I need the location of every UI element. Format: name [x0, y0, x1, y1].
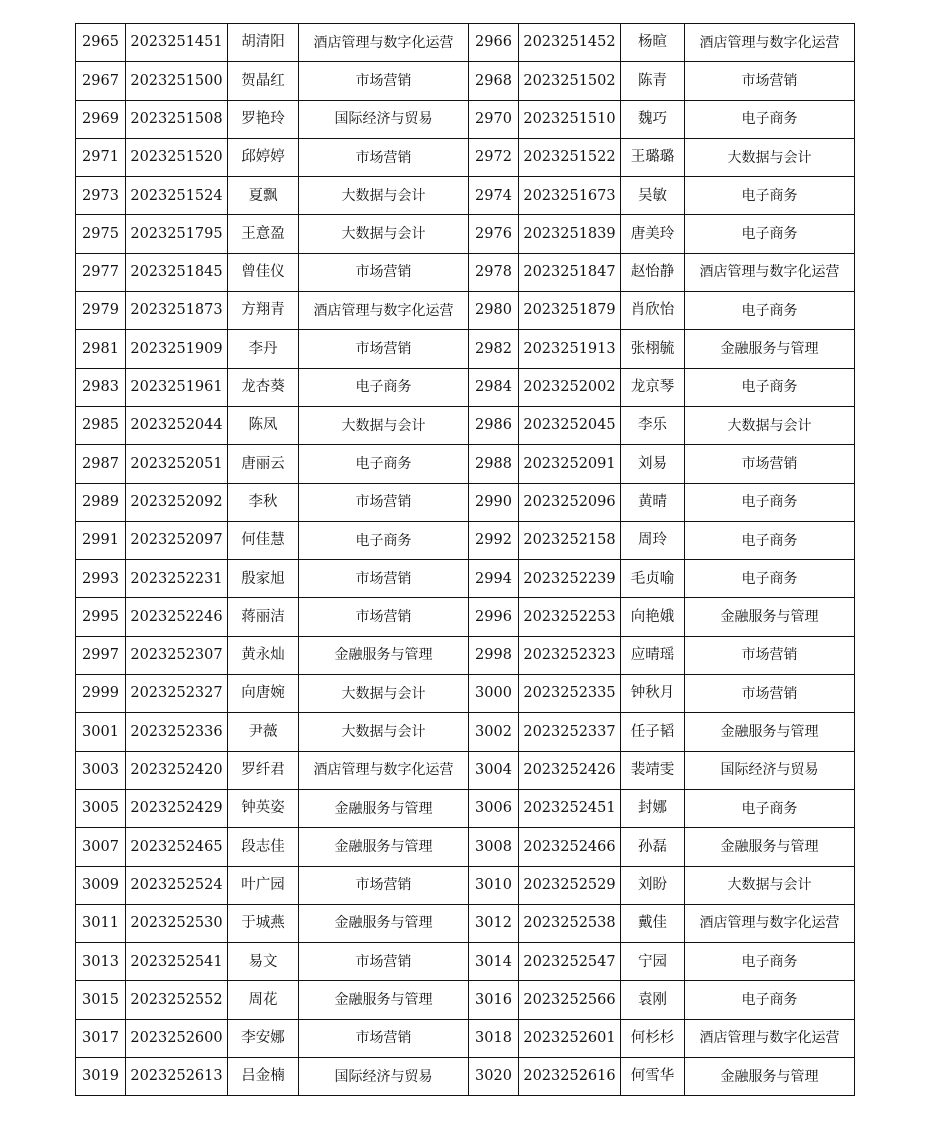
- table-row: [76, 751, 855, 789]
- table-row: [76, 981, 855, 1019]
- major-cell: 大数据与会计: [685, 138, 855, 176]
- seq-number-cell: 3002: [469, 713, 519, 751]
- seq-number-cell: 3020: [469, 1058, 519, 1096]
- major-cell: 电子商务: [685, 483, 855, 521]
- seq-number-cell: 2965: [76, 24, 126, 62]
- student-id-cell: 2023252092: [126, 483, 228, 521]
- student-id-cell: 2023252552: [126, 981, 228, 1019]
- table-row: [76, 406, 855, 444]
- major-cell: 金融服务与管理: [685, 713, 855, 751]
- student-name-cell: 孙磊: [621, 828, 685, 866]
- student-name-cell: 何佳慧: [228, 521, 299, 559]
- seq-number-cell: 2970: [469, 100, 519, 138]
- seq-number-cell: 2990: [469, 483, 519, 521]
- student-id-cell: 2023252231: [126, 560, 228, 598]
- student-id-cell: 2023252466: [519, 828, 621, 866]
- student-name-cell: 钟英姿: [228, 789, 299, 827]
- seq-number-cell: 3011: [76, 904, 126, 942]
- student-id-cell: 2023252541: [126, 943, 228, 981]
- student-id-cell: 2023252451: [519, 789, 621, 827]
- student-name-cell: 戴佳: [621, 904, 685, 942]
- seq-number-cell: 2976: [469, 215, 519, 253]
- major-cell: 市场营销: [299, 253, 469, 291]
- student-id-cell: 2023251508: [126, 100, 228, 138]
- student-name-cell: 罗纤君: [228, 751, 299, 789]
- seq-number-cell: 3018: [469, 1019, 519, 1057]
- student-id-cell: 2023251839: [519, 215, 621, 253]
- student-name-cell: 向唐婉: [228, 675, 299, 713]
- table-row: [76, 138, 855, 176]
- major-cell: 酒店管理与数字化运营: [685, 253, 855, 291]
- seq-number-cell: 2985: [76, 406, 126, 444]
- seq-number-cell: 2989: [76, 483, 126, 521]
- major-cell: 电子商务: [299, 445, 469, 483]
- student-id-cell: 2023251913: [519, 330, 621, 368]
- major-cell: 市场营销: [299, 866, 469, 904]
- student-name-cell: 李安娜: [228, 1019, 299, 1057]
- table-row: [76, 253, 855, 291]
- seq-number-cell: 3001: [76, 713, 126, 751]
- seq-number-cell: 3009: [76, 866, 126, 904]
- seq-number-cell: 3016: [469, 981, 519, 1019]
- student-name-cell: 罗艳玲: [228, 100, 299, 138]
- seq-number-cell: 2998: [469, 636, 519, 674]
- seq-number-cell: 2968: [469, 62, 519, 100]
- student-id-cell: 2023252097: [126, 521, 228, 559]
- major-cell: 市场营销: [299, 138, 469, 176]
- student-name-cell: 胡清阳: [228, 24, 299, 62]
- seq-number-cell: 2986: [469, 406, 519, 444]
- student-id-cell: 2023252336: [126, 713, 228, 751]
- table-row: [76, 445, 855, 483]
- student-id-cell: 2023252239: [519, 560, 621, 598]
- student-id-cell: 2023251500: [126, 62, 228, 100]
- student-id-cell: 2023251502: [519, 62, 621, 100]
- student-id-cell: 2023251451: [126, 24, 228, 62]
- seq-number-cell: 3013: [76, 943, 126, 981]
- student-id-cell: 2023251452: [519, 24, 621, 62]
- major-cell: 金融服务与管理: [685, 330, 855, 368]
- major-cell: 金融服务与管理: [299, 981, 469, 1019]
- seq-number-cell: 2982: [469, 330, 519, 368]
- student-id-cell: 2023251522: [519, 138, 621, 176]
- seq-number-cell: 2969: [76, 100, 126, 138]
- major-cell: 金融服务与管理: [685, 1058, 855, 1096]
- student-name-cell: 陈凤: [228, 406, 299, 444]
- table-row: [76, 560, 855, 598]
- student-id-cell: 2023251795: [126, 215, 228, 253]
- major-cell: 市场营销: [299, 943, 469, 981]
- major-cell: 酒店管理与数字化运营: [299, 24, 469, 62]
- seq-number-cell: 2981: [76, 330, 126, 368]
- student-name-cell: 肖欣怡: [621, 292, 685, 330]
- major-cell: 金融服务与管理: [685, 828, 855, 866]
- major-cell: 大数据与会计: [299, 406, 469, 444]
- seq-number-cell: 2975: [76, 215, 126, 253]
- major-cell: 市场营销: [685, 675, 855, 713]
- seq-number-cell: 2972: [469, 138, 519, 176]
- major-cell: 市场营销: [685, 445, 855, 483]
- seq-number-cell: 2966: [469, 24, 519, 62]
- student-name-cell: 刘易: [621, 445, 685, 483]
- table-row: [76, 368, 855, 406]
- student-id-cell: 2023251961: [126, 368, 228, 406]
- major-cell: 市场营销: [685, 636, 855, 674]
- table-row: [76, 713, 855, 751]
- student-name-cell: 魏巧: [621, 100, 685, 138]
- student-name-cell: 李丹: [228, 330, 299, 368]
- seq-number-cell: 2995: [76, 598, 126, 636]
- student-name-cell: 周玲: [621, 521, 685, 559]
- table-row: [76, 292, 855, 330]
- student-id-cell: 2023252323: [519, 636, 621, 674]
- student-id-cell: 2023251909: [126, 330, 228, 368]
- student-name-cell: 钟秋月: [621, 675, 685, 713]
- seq-number-cell: 2996: [469, 598, 519, 636]
- seq-number-cell: 2977: [76, 253, 126, 291]
- student-id-cell: 2023251524: [126, 177, 228, 215]
- seq-number-cell: 3010: [469, 866, 519, 904]
- major-cell: 国际经济与贸易: [299, 1058, 469, 1096]
- student-name-cell: 贺晶红: [228, 62, 299, 100]
- major-cell: 酒店管理与数字化运营: [299, 751, 469, 789]
- roster-body: [76, 24, 855, 1096]
- student-id-cell: 2023251879: [519, 292, 621, 330]
- table-row: [76, 789, 855, 827]
- seq-number-cell: 3004: [469, 751, 519, 789]
- major-cell: 市场营销: [685, 62, 855, 100]
- student-id-cell: 2023252051: [126, 445, 228, 483]
- major-cell: 金融服务与管理: [299, 636, 469, 674]
- table-row: [76, 1058, 855, 1096]
- student-name-cell: 向艳娥: [621, 598, 685, 636]
- table-row: [76, 177, 855, 215]
- student-name-cell: 李乐: [621, 406, 685, 444]
- major-cell: 市场营销: [299, 560, 469, 598]
- major-cell: 酒店管理与数字化运营: [299, 292, 469, 330]
- table-row: [76, 675, 855, 713]
- student-id-cell: 2023252158: [519, 521, 621, 559]
- student-id-cell: 2023252307: [126, 636, 228, 674]
- major-cell: 金融服务与管理: [299, 789, 469, 827]
- seq-number-cell: 3015: [76, 981, 126, 1019]
- student-name-cell: 陈青: [621, 62, 685, 100]
- major-cell: 电子商务: [299, 521, 469, 559]
- major-cell: 市场营销: [299, 483, 469, 521]
- major-cell: 市场营销: [299, 598, 469, 636]
- table-row: [76, 24, 855, 62]
- student-name-cell: 袁刚: [621, 981, 685, 1019]
- major-cell: 市场营销: [299, 1019, 469, 1057]
- major-cell: 大数据与会计: [299, 177, 469, 215]
- major-cell: 酒店管理与数字化运营: [685, 1019, 855, 1057]
- student-id-cell: 2023252601: [519, 1019, 621, 1057]
- seq-number-cell: 2994: [469, 560, 519, 598]
- student-name-cell: 张栩毓: [621, 330, 685, 368]
- seq-number-cell: 2979: [76, 292, 126, 330]
- table-row: [76, 598, 855, 636]
- student-id-cell: 2023251510: [519, 100, 621, 138]
- student-name-cell: 曾佳仪: [228, 253, 299, 291]
- seq-number-cell: 3005: [76, 789, 126, 827]
- student-name-cell: 裴靖雯: [621, 751, 685, 789]
- student-name-cell: 于城燕: [228, 904, 299, 942]
- student-name-cell: 黄晴: [621, 483, 685, 521]
- student-id-cell: 2023252429: [126, 789, 228, 827]
- table-row: [76, 62, 855, 100]
- student-name-cell: 邱婷婷: [228, 138, 299, 176]
- student-id-cell: 2023252465: [126, 828, 228, 866]
- student-name-cell: 唐美玲: [621, 215, 685, 253]
- student-id-cell: 2023251845: [126, 253, 228, 291]
- student-name-cell: 吕金楠: [228, 1058, 299, 1096]
- major-cell: 电子商务: [685, 560, 855, 598]
- table-row: [76, 215, 855, 253]
- student-id-cell: 2023251873: [126, 292, 228, 330]
- student-name-cell: 何雪华: [621, 1058, 685, 1096]
- student-name-cell: 赵怡静: [621, 253, 685, 291]
- major-cell: 大数据与会计: [299, 675, 469, 713]
- student-id-cell: 2023252616: [519, 1058, 621, 1096]
- major-cell: 市场营销: [299, 330, 469, 368]
- seq-number-cell: 2967: [76, 62, 126, 100]
- student-name-cell: 杨暄: [621, 24, 685, 62]
- seq-number-cell: 2984: [469, 368, 519, 406]
- major-cell: 国际经济与贸易: [685, 751, 855, 789]
- student-id-cell: 2023252538: [519, 904, 621, 942]
- student-id-cell: 2023252613: [126, 1058, 228, 1096]
- seq-number-cell: 2993: [76, 560, 126, 598]
- seq-number-cell: 2974: [469, 177, 519, 215]
- major-cell: 金融服务与管理: [299, 904, 469, 942]
- major-cell: 电子商务: [685, 789, 855, 827]
- student-id-cell: 2023252327: [126, 675, 228, 713]
- major-cell: 市场营销: [299, 62, 469, 100]
- student-id-cell: 2023252529: [519, 866, 621, 904]
- major-cell: 电子商务: [685, 100, 855, 138]
- student-name-cell: 吴敏: [621, 177, 685, 215]
- student-name-cell: 唐丽云: [228, 445, 299, 483]
- student-name-cell: 方翔青: [228, 292, 299, 330]
- student-id-cell: 2023252096: [519, 483, 621, 521]
- seq-number-cell: 3014: [469, 943, 519, 981]
- major-cell: 大数据与会计: [685, 866, 855, 904]
- seq-number-cell: 2983: [76, 368, 126, 406]
- student-name-cell: 尹薇: [228, 713, 299, 751]
- seq-number-cell: 3017: [76, 1019, 126, 1057]
- major-cell: 国际经济与贸易: [299, 100, 469, 138]
- student-name-cell: 刘盼: [621, 866, 685, 904]
- seq-number-cell: 2978: [469, 253, 519, 291]
- student-id-cell: 2023252426: [519, 751, 621, 789]
- seq-number-cell: 3006: [469, 789, 519, 827]
- student-roster-table: [75, 23, 855, 1096]
- student-id-cell: 2023252253: [519, 598, 621, 636]
- seq-number-cell: 2997: [76, 636, 126, 674]
- student-id-cell: 2023252600: [126, 1019, 228, 1057]
- student-name-cell: 李秋: [228, 483, 299, 521]
- seq-number-cell: 3012: [469, 904, 519, 942]
- major-cell: 酒店管理与数字化运营: [685, 24, 855, 62]
- major-cell: 金融服务与管理: [299, 828, 469, 866]
- major-cell: 电子商务: [685, 943, 855, 981]
- student-name-cell: 应晴瑶: [621, 636, 685, 674]
- table-row: [76, 636, 855, 674]
- seq-number-cell: 2988: [469, 445, 519, 483]
- student-name-cell: 蒋丽洁: [228, 598, 299, 636]
- seq-number-cell: 3008: [469, 828, 519, 866]
- table-row: [76, 866, 855, 904]
- student-id-cell: 2023252002: [519, 368, 621, 406]
- student-id-cell: 2023252335: [519, 675, 621, 713]
- student-name-cell: 王意盈: [228, 215, 299, 253]
- table-row: [76, 904, 855, 942]
- major-cell: 电子商务: [685, 981, 855, 1019]
- major-cell: 大数据与会计: [299, 713, 469, 751]
- student-name-cell: 毛贞喻: [621, 560, 685, 598]
- student-id-cell: 2023252045: [519, 406, 621, 444]
- table-row: [76, 483, 855, 521]
- seq-number-cell: 2992: [469, 521, 519, 559]
- seq-number-cell: 3000: [469, 675, 519, 713]
- student-id-cell: 2023251847: [519, 253, 621, 291]
- major-cell: 酒店管理与数字化运营: [685, 904, 855, 942]
- seq-number-cell: 2971: [76, 138, 126, 176]
- seq-number-cell: 2999: [76, 675, 126, 713]
- student-name-cell: 王璐璐: [621, 138, 685, 176]
- student-name-cell: 段志佳: [228, 828, 299, 866]
- student-name-cell: 何杉杉: [621, 1019, 685, 1057]
- student-name-cell: 宁园: [621, 943, 685, 981]
- student-id-cell: 2023252420: [126, 751, 228, 789]
- student-id-cell: 2023252044: [126, 406, 228, 444]
- major-cell: 大数据与会计: [685, 406, 855, 444]
- student-id-cell: 2023251673: [519, 177, 621, 215]
- major-cell: 大数据与会计: [299, 215, 469, 253]
- student-name-cell: 夏飘: [228, 177, 299, 215]
- table-row: [76, 521, 855, 559]
- student-id-cell: 2023252530: [126, 904, 228, 942]
- seq-number-cell: 3007: [76, 828, 126, 866]
- seq-number-cell: 2980: [469, 292, 519, 330]
- student-id-cell: 2023252091: [519, 445, 621, 483]
- student-name-cell: 任子韬: [621, 713, 685, 751]
- student-id-cell: 2023252524: [126, 866, 228, 904]
- student-name-cell: 殷家旭: [228, 560, 299, 598]
- student-name-cell: 黄永灿: [228, 636, 299, 674]
- seq-number-cell: 2973: [76, 177, 126, 215]
- student-name-cell: 易文: [228, 943, 299, 981]
- seq-number-cell: 3003: [76, 751, 126, 789]
- major-cell: 电子商务: [685, 177, 855, 215]
- student-name-cell: 封娜: [621, 789, 685, 827]
- student-id-cell: 2023252337: [519, 713, 621, 751]
- student-name-cell: 龙杏葵: [228, 368, 299, 406]
- major-cell: 电子商务: [685, 215, 855, 253]
- student-id-cell: 2023252547: [519, 943, 621, 981]
- major-cell: 金融服务与管理: [685, 598, 855, 636]
- student-id-cell: 2023252246: [126, 598, 228, 636]
- student-name-cell: 叶广园: [228, 866, 299, 904]
- major-cell: 电子商务: [685, 292, 855, 330]
- major-cell: 电子商务: [299, 368, 469, 406]
- student-name-cell: 龙京琴: [621, 368, 685, 406]
- seq-number-cell: 3019: [76, 1058, 126, 1096]
- table-row: [76, 330, 855, 368]
- major-cell: 电子商务: [685, 521, 855, 559]
- student-name-cell: 周花: [228, 981, 299, 1019]
- table-row: [76, 100, 855, 138]
- table-row: [76, 828, 855, 866]
- seq-number-cell: 2991: [76, 521, 126, 559]
- major-cell: 电子商务: [685, 368, 855, 406]
- table-row: [76, 943, 855, 981]
- student-id-cell: 2023252566: [519, 981, 621, 1019]
- student-id-cell: 2023251520: [126, 138, 228, 176]
- seq-number-cell: 2987: [76, 445, 126, 483]
- table-row: [76, 1019, 855, 1057]
